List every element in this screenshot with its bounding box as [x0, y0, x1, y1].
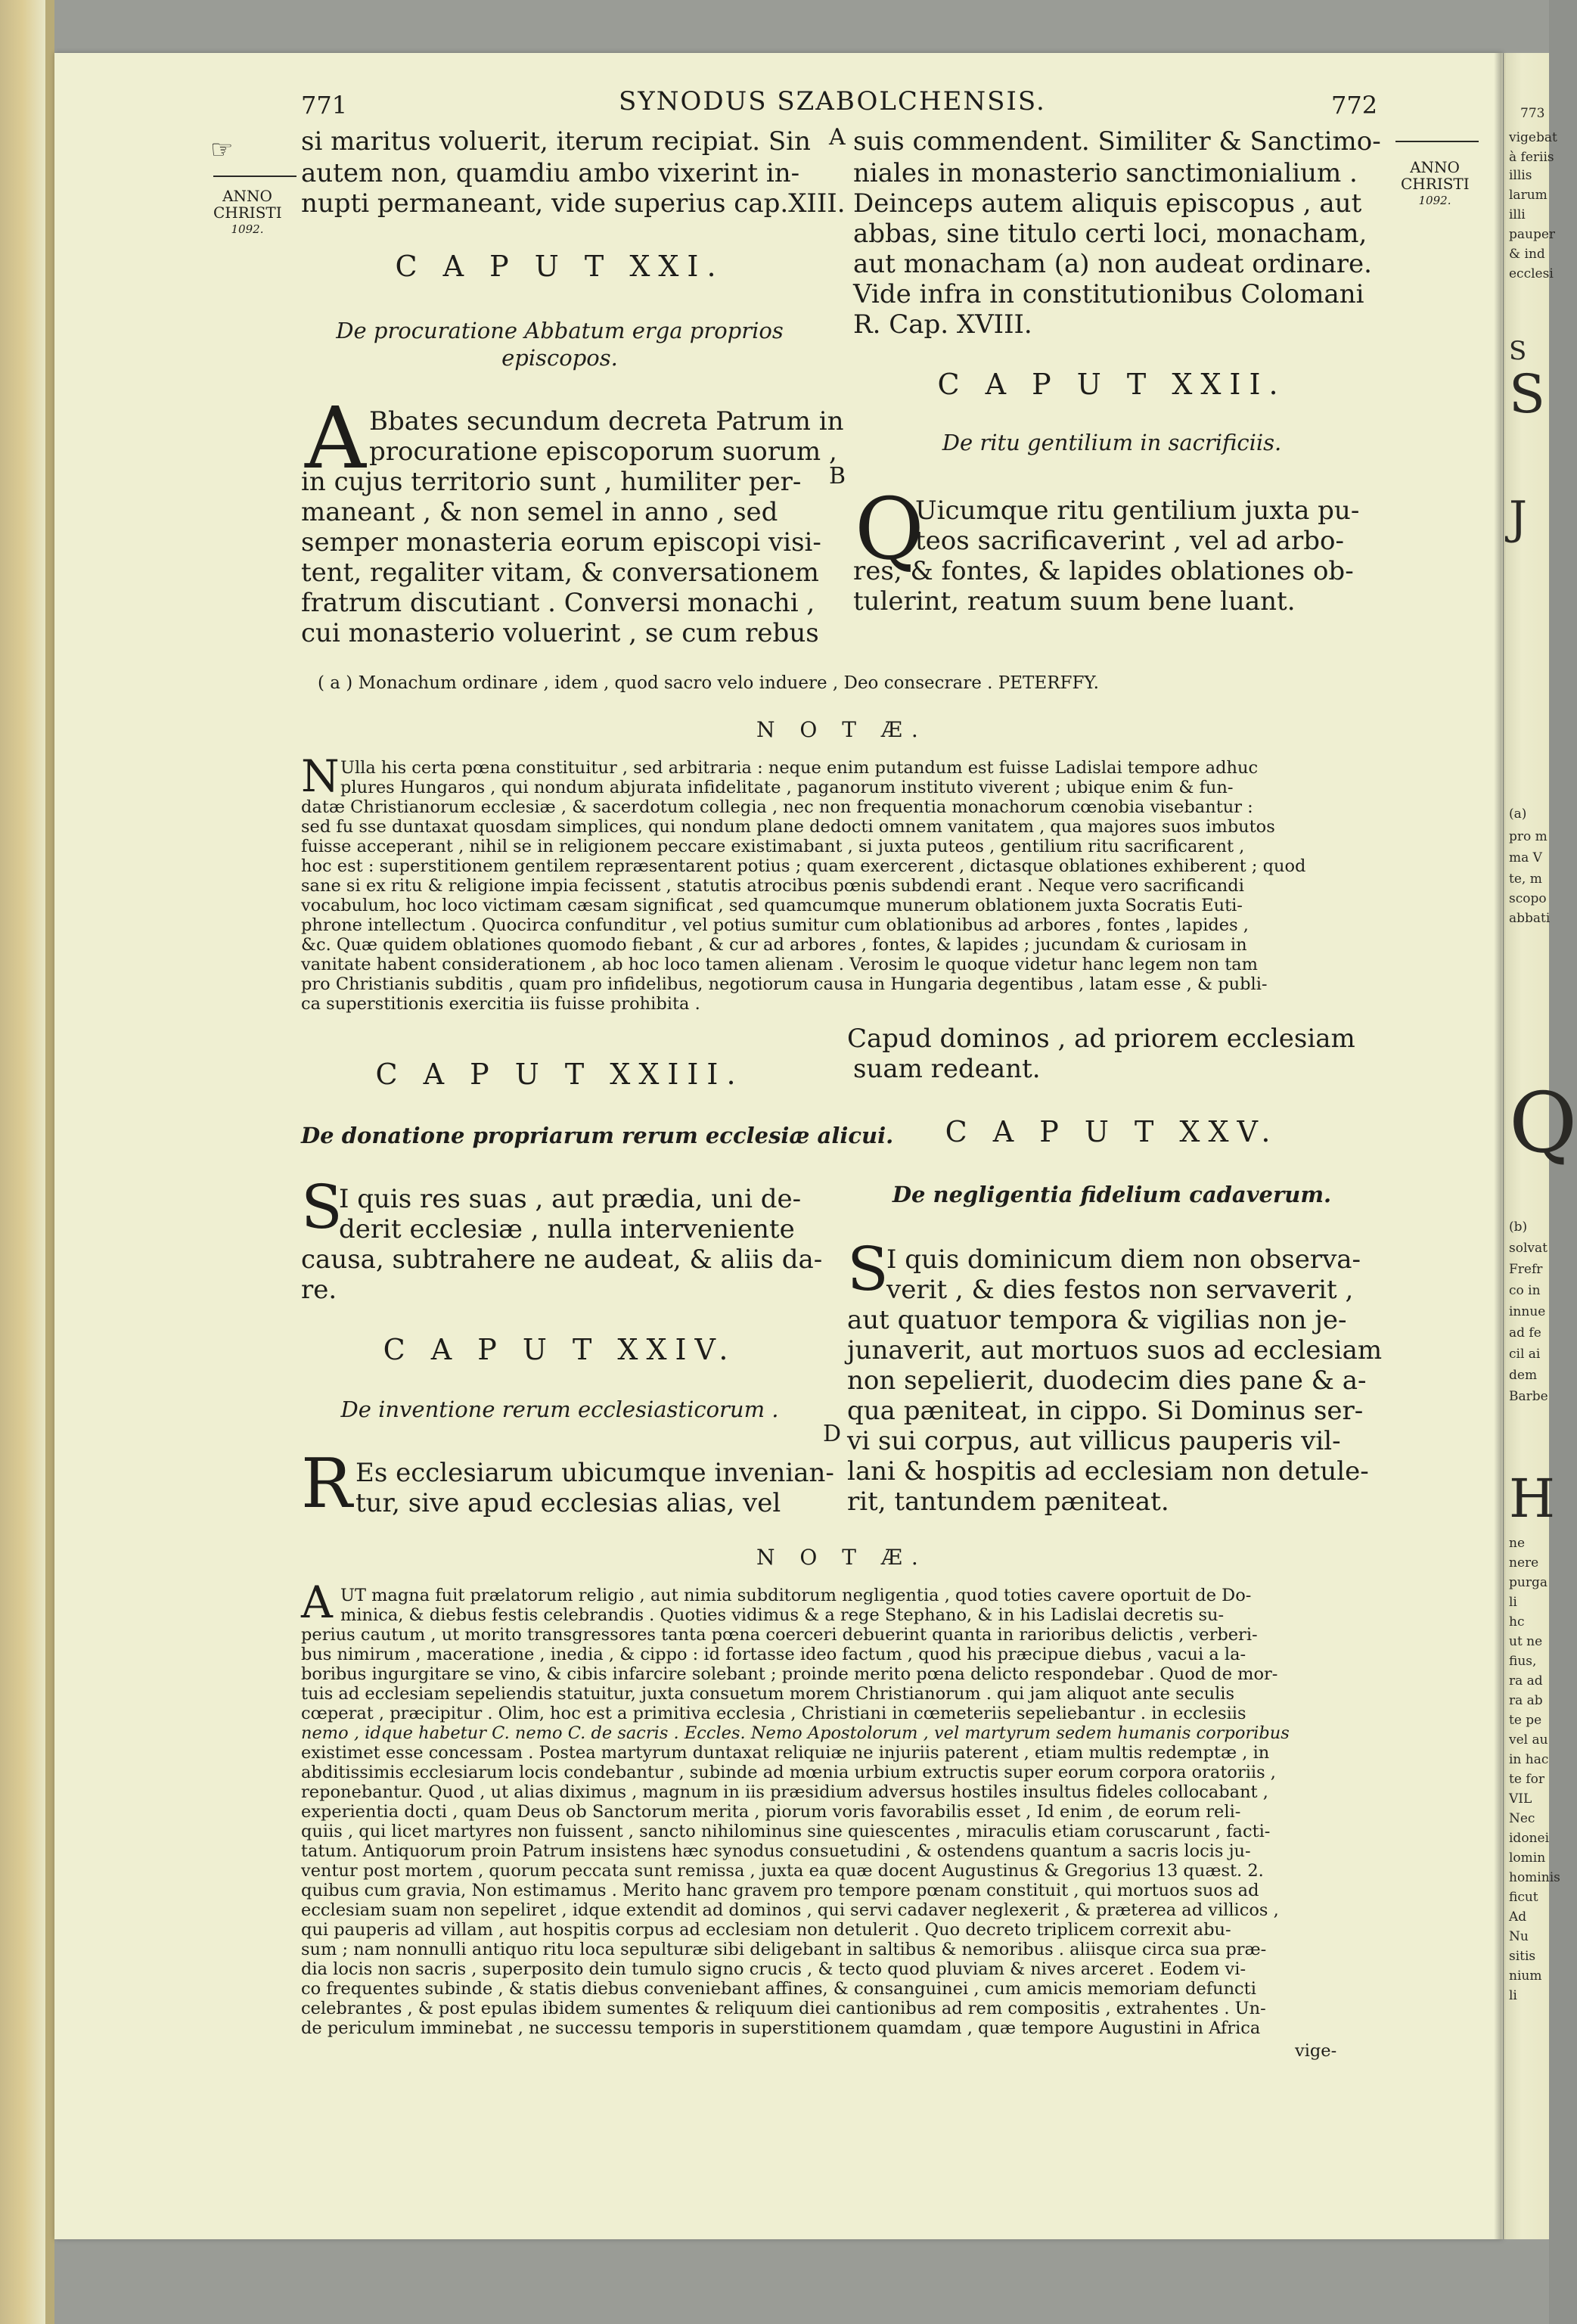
adjacent-page-fragment-text: solvat [1509, 1241, 1548, 1256]
adjacent-page-fragment-text: pro m [1509, 829, 1548, 844]
page-edge-strip [45, 0, 54, 2324]
adjacent-page-fragment-text: li [1509, 1595, 1517, 1610]
margin-anno-right [1401, 159, 1469, 209]
chapter-21-dropcap: A [305, 390, 366, 488]
adjacent-page-fragment-text: co in [1509, 1283, 1541, 1298]
adjacent-page-fragment-text: & ind [1509, 247, 1545, 262]
text-line: tulerint, reatum suum bene luant. [853, 586, 1296, 617]
text-line: autem non, quamdiu ambo vixerint in- [301, 158, 800, 188]
text-line: causa, subtrahere ne audeat, & aliis da- [301, 1244, 823, 1275]
section-letter-d: D [823, 1421, 842, 1447]
running-title: SYNODUS SZABOLCHENSIS. [619, 86, 1046, 117]
note-line: Ulla his certa pœna constituitur , sed arbitraria : neque enim putandum est fuisse Ladislai tempore adhuc [340, 758, 1259, 778]
note-line: sed fu sse duntaxat quosdam simplices, qui nondum plane dedocti omnem vanitatem , qua majores suos imbutos [301, 817, 1275, 837]
binding-shadow [1494, 53, 1506, 2239]
text-line: tur, sive apud ecclesias alias, vel [355, 1488, 781, 1518]
adjacent-page-fragment-text: scopo [1509, 891, 1547, 906]
chapter-24-subtitle: De inventione rerum ecclesiasticorum . [340, 1397, 779, 1422]
note-line: vocabulum, hoc loco victimam cæsam significat , sed quamcumque munerum oblationem juxta Socratis Euti- [301, 896, 1243, 915]
notes-1-dropcap: N [301, 750, 340, 802]
adjacent-page-dropcap: Q [1509, 1074, 1577, 1171]
text-line: Uicumque ritu gentilium juxta pu- [915, 496, 1360, 526]
section-letter-b: B [829, 463, 846, 489]
text-line: verit , & dies festos non servaverit , [886, 1275, 1354, 1305]
text-line: re. [301, 1275, 337, 1305]
chapter-25-title: C A P U T XXV. [945, 1115, 1279, 1148]
text-line: qua pæniteat, in cippo. Si Dominus ser- [847, 1396, 1364, 1426]
text-line: Capud dominos , ad priorem ecclesiam [847, 1024, 1355, 1054]
adjacent-page-fragment-text: à feriis [1509, 150, 1554, 165]
chapter-23-title: C A P U T XXIII. [375, 1058, 744, 1091]
chapter-21-subtitle-1: De procuratione Abbatum erga proprios [336, 318, 784, 343]
notes-2-title: N O T Æ. [756, 1545, 927, 1570]
chapter-25-subtitle: De negligentia fidelium cadaverum. [892, 1182, 1332, 1207]
adjacent-page-fragment-text: 773 [1520, 106, 1545, 121]
note-line: vanitate habent considerationem , ab hoc loco tamen alienam . Verosim le quoque videtur hanc legem non tam [301, 955, 1259, 974]
text-line: abbas, sine titulo certi loci, monacham, [853, 219, 1367, 249]
text-line: res, & fontes, & lapides oblationes ob- [853, 556, 1354, 586]
note-line: bus nimirum , maceratione , inedia , & cippo : id fortasse ideo factum , quod his præcipue diebus , vacui a la- [301, 1645, 1246, 1664]
section-letter-a: A [829, 124, 846, 151]
text-line: Es ecclesiarum ubicumque invenian- [355, 1458, 834, 1488]
note-line: pro Christianis subditis , quam pro infidelibus, negotiorum causa in Hungaria degentibus , latam esse , & publi- [301, 974, 1268, 994]
adjacent-page-fragment-text: hominis [1509, 1870, 1560, 1885]
chapter-24-title: C A P U T XXIV. [383, 1333, 737, 1366]
chapter-22-title: C A P U T XXII. [937, 368, 1287, 401]
adjacent-page-fragment-text: dem [1509, 1368, 1538, 1383]
adjacent-page-fragment-text: ra ad [1509, 1673, 1543, 1689]
adjacent-page-fragment-text: illis [1509, 168, 1532, 183]
chapter-24-dropcap: R [301, 1444, 352, 1524]
chapter-22-subtitle: De ritu gentilium in sacrificiis. [942, 430, 1282, 455]
adjacent-page-fragment-text: nium [1509, 1968, 1542, 1984]
adjacent-page-fragment-text: larum [1509, 188, 1548, 203]
note-line: sane si ex ritu & religione impia fecissent , statutis atrocibus pœnis subdendi erant . Neque vero sacrificandi [301, 876, 1244, 896]
adjacent-page-fragment-text: idonei [1509, 1831, 1550, 1846]
adjacent-page-dropcap: H [1509, 1468, 1556, 1530]
text-line: R. Cap. XVIII. [853, 309, 1032, 340]
margin-anno-left [213, 188, 281, 238]
text-line: Deinceps autem aliquis episcopus , aut [853, 188, 1362, 219]
adjacent-page-fragment-text: Nec [1509, 1811, 1535, 1826]
note-line: quibus cum gravia, Non estimamus . Merito hanc gravem pro tempore pœnam constituit , qui mortuos suos ad [301, 1881, 1259, 1900]
adjacent-page-fragment-text: te for [1509, 1772, 1544, 1787]
adjacent-page-fragment-text: innue [1509, 1304, 1546, 1319]
note-line: tatum. Antiquorum proin Patrum insistens hæc synodus consuetudini , & ostendens quantum a sacris locis ju- [301, 1841, 1251, 1861]
adjacent-page-dropcap: J [1509, 492, 1528, 545]
adjacent-page-fragment-text: fius, [1509, 1654, 1537, 1669]
margin-year: 1092. [231, 222, 264, 236]
note-line: co frequentes subinde , & statis diebus conveniebant affines, & consanguinei , cum amicis memoriam defuncti [301, 1979, 1256, 1999]
adjacent-page-fragment-text: in hac [1509, 1752, 1549, 1767]
adjacent-page-fragment-text: te pe [1509, 1713, 1542, 1728]
note-line: plures Hungaros , qui nondum abjurata infidelitate , paganorum instituto viverent ; ubique enim & fun- [340, 778, 1234, 797]
chapter-23-subtitle: De donatione propriarum rerum ecclesiæ alicui. [301, 1123, 894, 1148]
adjacent-page-fragment-text: purga [1509, 1575, 1548, 1590]
note-line: celebrantes , & post epulas ibidem sumentes & reliquum diei cantionibus ad rem compositis , extrahentes . Un- [301, 1999, 1266, 2018]
text-line: derit ecclesiæ , nulla interveniente [339, 1214, 795, 1244]
adjacent-page-fragment-text: illi [1509, 207, 1526, 222]
adjacent-page-fragment-text: ma V [1509, 850, 1542, 865]
adjacent-page-fragment-text: cil ai [1509, 1347, 1541, 1362]
note-line: fuisse acceperant , nihil se in religionem peccare existimabant , si juxta puteos , gentilium ritu sacrificarent , [301, 837, 1245, 856]
note-line: hoc est : superstitionem gentilem repræsentarent potius ; quam exercerent , dictasque oblationes exhiberent ; quod [301, 856, 1306, 876]
chapter-25-dropcap: S [847, 1234, 889, 1304]
text-line: tent, regaliter vitam, & conversationem [301, 558, 819, 588]
adjacent-page-fragment-text: ut ne [1509, 1634, 1543, 1649]
adjacent-page-fragment-text: Ad [1509, 1909, 1527, 1925]
margin-christi-word: CHRISTI [1401, 175, 1470, 193]
adjacent-page-fragment-text: S [1509, 336, 1527, 366]
note-line: nemo , idque habetur C. nemo C. de sacris . Eccles. Nemo Apostolorum , vel martyrum sedem humanis corporibus [301, 1723, 1290, 1743]
adjacent-page-fragment-text: ne [1509, 1536, 1526, 1551]
adjacent-page-fragment-text: li [1509, 1988, 1517, 2003]
adjacent-page-fragment-text: (b) [1509, 1219, 1528, 1235]
note-line: sum ; nam nonnulli antiquo ritu loca sepulturæ sibi deligebant in saltibus & nemoribus . aliisque circa sua præ- [301, 1940, 1267, 1959]
adjacent-page-fragment-text: pauper [1509, 227, 1556, 242]
note-line: ecclesiam suam non sepeliret , idque extendit ad dominos , qui servi cadaver neglexerit , & præterea ad villicos , [301, 1900, 1279, 1920]
text-line: nupti permaneant, vide superius cap.XIII. [301, 188, 846, 219]
note-line: minica, & diebus festis celebrandis . Quoties vidimus & a rege Stephano, & in his Ladislai decretis su- [340, 1605, 1225, 1625]
note-line: ventur post mortem , quorum peccata sunt remissa , juxta ea quæ docent Augustinus & Gregorius 13 quæst. 2. [301, 1861, 1264, 1881]
note-line: existimet esse concessam . Postea martyrum duntaxat reliquiæ ne injuriis paterent , etiam multis redemptæ , in [301, 1743, 1270, 1763]
note-line: tuis ad ecclesiam sepeliendis statuitur, juxta consuetum morem Christianorum . qui jam aliquot ante seculis [301, 1684, 1235, 1704]
adjacent-page-fragment-text: ecclesi [1509, 266, 1554, 281]
adjacent-page-fragment-text: nere [1509, 1555, 1539, 1571]
notes-2-dropcap: A [301, 1577, 333, 1628]
chapter-21-title: C A P U T XXI. [395, 250, 725, 283]
adjacent-page-fragment-text: ficut [1509, 1890, 1538, 1905]
note-line: phrone intellectum . Quocirca confunditur , vel potius sumitur cum oblationibus ad arbores , fontes , lapides , [301, 915, 1249, 935]
adjacent-page-fragment-text: Frefr [1509, 1262, 1543, 1277]
notes-1-title: N O T Æ. [756, 717, 927, 742]
catchword: vige- [1295, 2041, 1337, 2061]
left-page-gutter [0, 0, 45, 2324]
note-line: datæ Christianorum ecclesiæ , & sacerdotum collegia , nec non frequentia monachorum cœnobia visebantur : [301, 797, 1253, 817]
note-line: perius cautum , ut morito transgressores tanta pœna coerceri debuerint quanta in rarioribus delictis , verberi- [301, 1625, 1258, 1645]
text-line: suis commendent. Similiter & Sanctimo- [853, 126, 1381, 157]
right-page-number: 772 [1331, 91, 1378, 120]
text-line: niales in monasterio sanctimonialium . [853, 158, 1358, 188]
adjacent-page-fragment-text: sitis [1509, 1949, 1536, 1964]
text-line: junaverit, aut mortuos suos ad ecclesiam [847, 1335, 1383, 1366]
note-line: de periculum imminebat , ne successu temporis in superstitionem quamdam , quæ tempore Augustini in Africa [301, 2018, 1261, 2038]
text-line: vi sui corpus, aut villicus pauperis vil- [847, 1426, 1341, 1456]
chapter-21-subtitle-2: episcopos. [501, 345, 618, 371]
text-line: teos sacrificaverint , vel ad arbo- [915, 526, 1344, 556]
margin-rule [213, 176, 296, 177]
text-line: cui monasterio voluerint , se cum rebus [301, 618, 819, 648]
adjacent-page-dropcap: S [1509, 363, 1545, 425]
adjacent-page-fragment-text: ad fe [1509, 1325, 1541, 1341]
pointing-hand-icon: ☞ [210, 135, 234, 165]
note-line: &c. Quæ quidem oblationes quomodo fiebant , & cur ad arbores , fontes, & lapides ; jucundam & curiosam in [301, 935, 1247, 955]
text-line: si maritus voluerit, iterum recipiat. Sin [301, 126, 811, 157]
adjacent-page-fragment-text: vigebat [1509, 130, 1557, 145]
text-line: Bbates secundum decreta Patrum in [369, 406, 844, 437]
adjacent-page-fragment-text: (a) [1509, 806, 1527, 822]
adjacent-page-fragment-text: te, m [1509, 872, 1542, 887]
chapter-22-dropcap: Q [855, 480, 924, 579]
note-line: boribus ingurgitare se vino, & cibis infarcire solebant ; proinde merito pœna delicto respondebar . Quod de mor- [301, 1664, 1278, 1684]
note-line: abditissimis ecclesiarum locis condebantur , subinde ad mœnia urbium extructis super eorum corpora oratoriis , [301, 1763, 1276, 1782]
note-line: ca superstitionis exercitia iis fuisse prohibita . [301, 994, 700, 1014]
left-page-number: 771 [301, 91, 348, 120]
footnote-a: ( a ) Monachum ordinare , idem , quod sacro velo induere , Deo consecrare . PETERFFY. [318, 673, 1099, 693]
note-line: dia locis non sacris , superposito dein tumulo signo crucis , & tecto quod pluviam & nives arceret . Eodem vi- [301, 1959, 1246, 1979]
note-line: qui pauperis ad villam , aut hospitis corpus ad ecclesiam non detulerit . Quo decreto triplicem correxit abu- [301, 1920, 1231, 1940]
text-line: lani & hospitis ad ecclesiam non detule- [847, 1456, 1369, 1487]
note-line: UT magna fuit prælatorum religio , aut nimia subditorum negligentia , quod toties cavere oportuit de Do- [340, 1586, 1252, 1605]
margin-rule-right [1395, 141, 1479, 142]
margin-anno-word: ANNO [222, 187, 272, 205]
margin-christi-word: CHRISTI [213, 204, 282, 222]
adjacent-page-fragment-text: lomin [1509, 1850, 1546, 1866]
text-line: non sepelierit, duodecim dies pane & a- [847, 1366, 1367, 1396]
text-line: Vide infra in constitutionibus Colomani [853, 279, 1364, 309]
text-line: maneant , & non semel in anno , sed [301, 497, 778, 527]
adjacent-page-fragment-text: vel au [1509, 1732, 1548, 1748]
text-line: aut monacham (a) non audeat ordinare. [853, 249, 1372, 279]
adjacent-page-fragment-text: VIL [1509, 1791, 1532, 1807]
text-line: I quis dominicum diem non observa- [886, 1244, 1361, 1275]
text-line: in cujus territorio sunt , humiliter per- [301, 467, 802, 497]
note-line: cœperat , præcipitur . Olim, hoc est a primitiva ecclesia , Christiani in cœmeteriis sepeliebantur . in ecclesiis [301, 1704, 1246, 1723]
adjacent-page-fragment-text: abbati [1509, 911, 1551, 926]
text-line: suam redeant. [853, 1054, 1041, 1084]
note-line: quiis , qui licet martyres non fuissent , sancto nihilominus sine quiescentes , miraculis etiam coruscarunt , facti- [301, 1822, 1271, 1841]
chapter-23-dropcap: S [301, 1172, 343, 1242]
text-line: procuratione episcoporum suorum , [369, 437, 837, 467]
text-line: I quis res suas , aut prædia, uni de- [339, 1184, 802, 1214]
text-line: aut quatuor tempora & vigilias non je- [847, 1305, 1347, 1335]
margin-anno-word: ANNO [1410, 158, 1460, 176]
adjacent-page-fragment-text: Barbe [1509, 1389, 1548, 1404]
text-line: fratrum discutiant . Conversi monachi , [301, 588, 815, 618]
note-line: reponebantur. Quod , ut alias diximus , magnum in iis præsidium adversus hostiles insultus fideles collocabant , [301, 1782, 1268, 1802]
adjacent-page-fragment-text: hc [1509, 1614, 1525, 1630]
adjacent-page-fragment-text: ra ab [1509, 1693, 1543, 1708]
note-line: experientia docti , quam Deus ob Sanctorum merita , piorum voris favorabilis esset , Id enim , de eorum reli- [301, 1802, 1241, 1822]
text-line: semper monasteria eorum episcopi visi- [301, 527, 821, 558]
text-line: rit, tantundem pæniteat. [847, 1487, 1169, 1517]
margin-year: 1092. [1418, 194, 1451, 207]
adjacent-page-fragment-text: Nu [1509, 1929, 1529, 1944]
